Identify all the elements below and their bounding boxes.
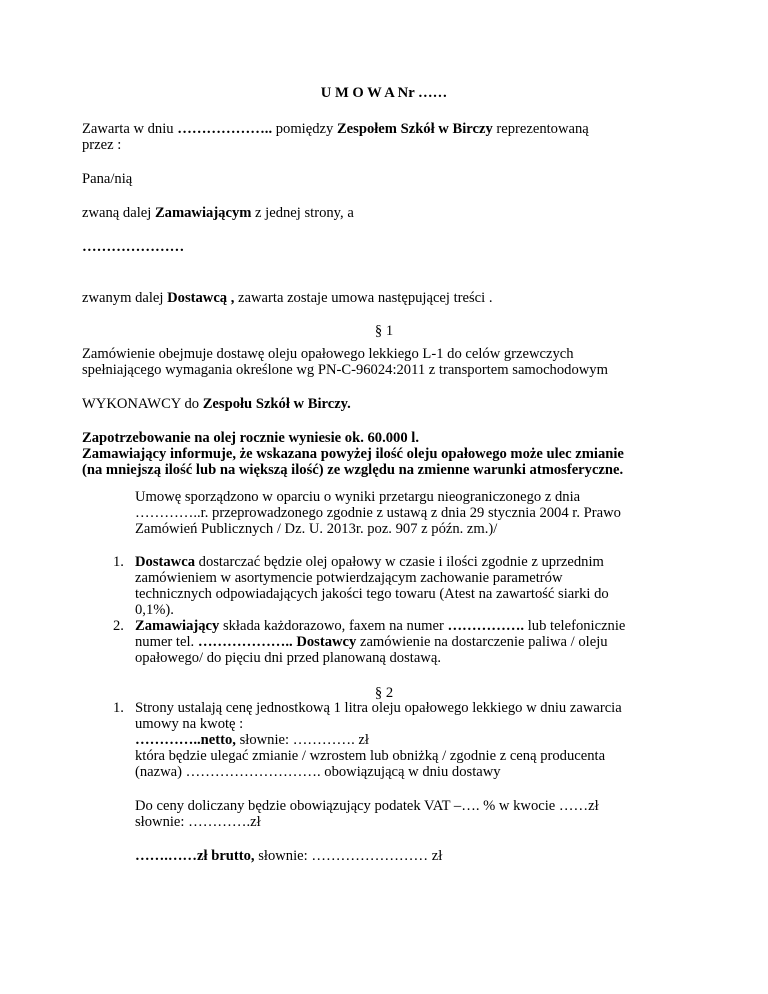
s1-item-2-line-2: numer tel. ……………….. Dostawcy zamówienie na dostarczenie paliwa / oleju xyxy=(135,634,608,650)
s2-item-1-line-5: (nazwa) ………………………. obowiązującą w dniu dostawy xyxy=(135,764,501,780)
s1-item-1-line-2: zamówieniem w asortymencie potwierdzającym zachowanie parametrów xyxy=(135,570,563,586)
ordering-party-line: zwaną dalej Zamawiającym z jednej strony, a xyxy=(82,205,354,221)
brutto-line: …….……zł brutto, słownie: …………………… zł xyxy=(135,848,443,864)
s1-item-2-line-1: Zamawiający składa każdorazowo, faxem na numer ……………. lub telefonicznie xyxy=(135,618,626,634)
s1-bold-3: (na mniejszą ilość lub na większą ilość) ze względu na zmienne warunki atmosferyczne. xyxy=(82,462,624,478)
s1-indent-2: …………..r. przeprowadzonego zgodnie z ustawą z dnia 29 stycznia 2004 r. Prawo xyxy=(135,505,621,521)
section-1-heading: § 1 xyxy=(374,323,394,339)
s1-item-1-line-1: Dostawca dostarczać będzie olej opałowy w czasie i ilości zgodnie z uprzednim xyxy=(135,554,604,570)
section-2-heading: § 2 xyxy=(374,685,394,701)
s1-bold-2: Zamawiający informuje, że wskazana powyżej ilość oleju opałowego może ulec zmianie xyxy=(82,446,624,462)
s1-line-3: WYKONAWCY do Zespołu Szkół w Birczy. xyxy=(82,396,351,412)
s1-item-1-number: 1. xyxy=(113,554,124,570)
s2-item-1-line-2: umowy na kwotę : xyxy=(135,716,244,732)
s1-item-1-line-4: 0,1%). xyxy=(135,602,174,618)
s1-item-2-line-3: opałowego/ do pięciu dni przed planowaną dostawą. xyxy=(135,650,441,666)
s2-item-1-number: 1. xyxy=(113,700,124,716)
s2-item-1-line-4: która będzie ulegać zmianie / wzrostem lub obniżką / zgodnie z ceną producenta xyxy=(135,748,606,764)
intro-line-1: Zawarta w dniu ……………….. pomiędzy Zespołem Szkół w Birczy reprezentowaną xyxy=(82,121,589,137)
s2-item-1-line-1: Strony ustalają cenę jednostkową 1 litra oleju opałowego lekkiego w dniu zawarcia xyxy=(135,700,622,716)
s1-line-1: Zamówienie obejmuje dostawę oleju opałowego lekkiego L-1 do celów grzewczych xyxy=(82,346,574,362)
supplier-placeholder: ………………… xyxy=(82,239,185,255)
representative-line: Pana/nią xyxy=(82,171,133,187)
contract-title: U M O W A Nr …… xyxy=(320,85,448,101)
supplier-line: zwanym dalej Dostawcą , zawarta zostaje umowa następującej treści . xyxy=(82,290,493,306)
intro-line-2: przez : xyxy=(82,137,122,153)
s1-indent-3: Zamówień Publicznych / Dz. U. 2013r. poz. 907 z późn. zm.)/ xyxy=(135,521,498,537)
s1-line-2: spełniającego wymagania określone wg PN-C-96024:2011 z transportem samochodowym xyxy=(82,362,608,378)
s1-bold-1: Zapotrzebowanie na olej rocznie wyniesie ok. 60.000 l. xyxy=(82,430,419,446)
s1-item-1-line-3: technicznych odpowiadających jakości tego towaru (Atest na zawartość siarki do xyxy=(135,586,609,602)
s1-indent-1: Umowę sporządzono w oparciu o wyniki przetargu nieograniczonego z dnia xyxy=(135,489,581,505)
s1-item-2-number: 2. xyxy=(113,618,124,634)
vat-line-2: słownie: ………….zł xyxy=(135,814,261,830)
vat-line-1: Do ceny doliczany będzie obowiązujący podatek VAT –…. % w kwocie ……zł xyxy=(135,798,599,814)
s2-item-1-line-3: …………..netto, słownie: …………. zł xyxy=(135,732,369,748)
